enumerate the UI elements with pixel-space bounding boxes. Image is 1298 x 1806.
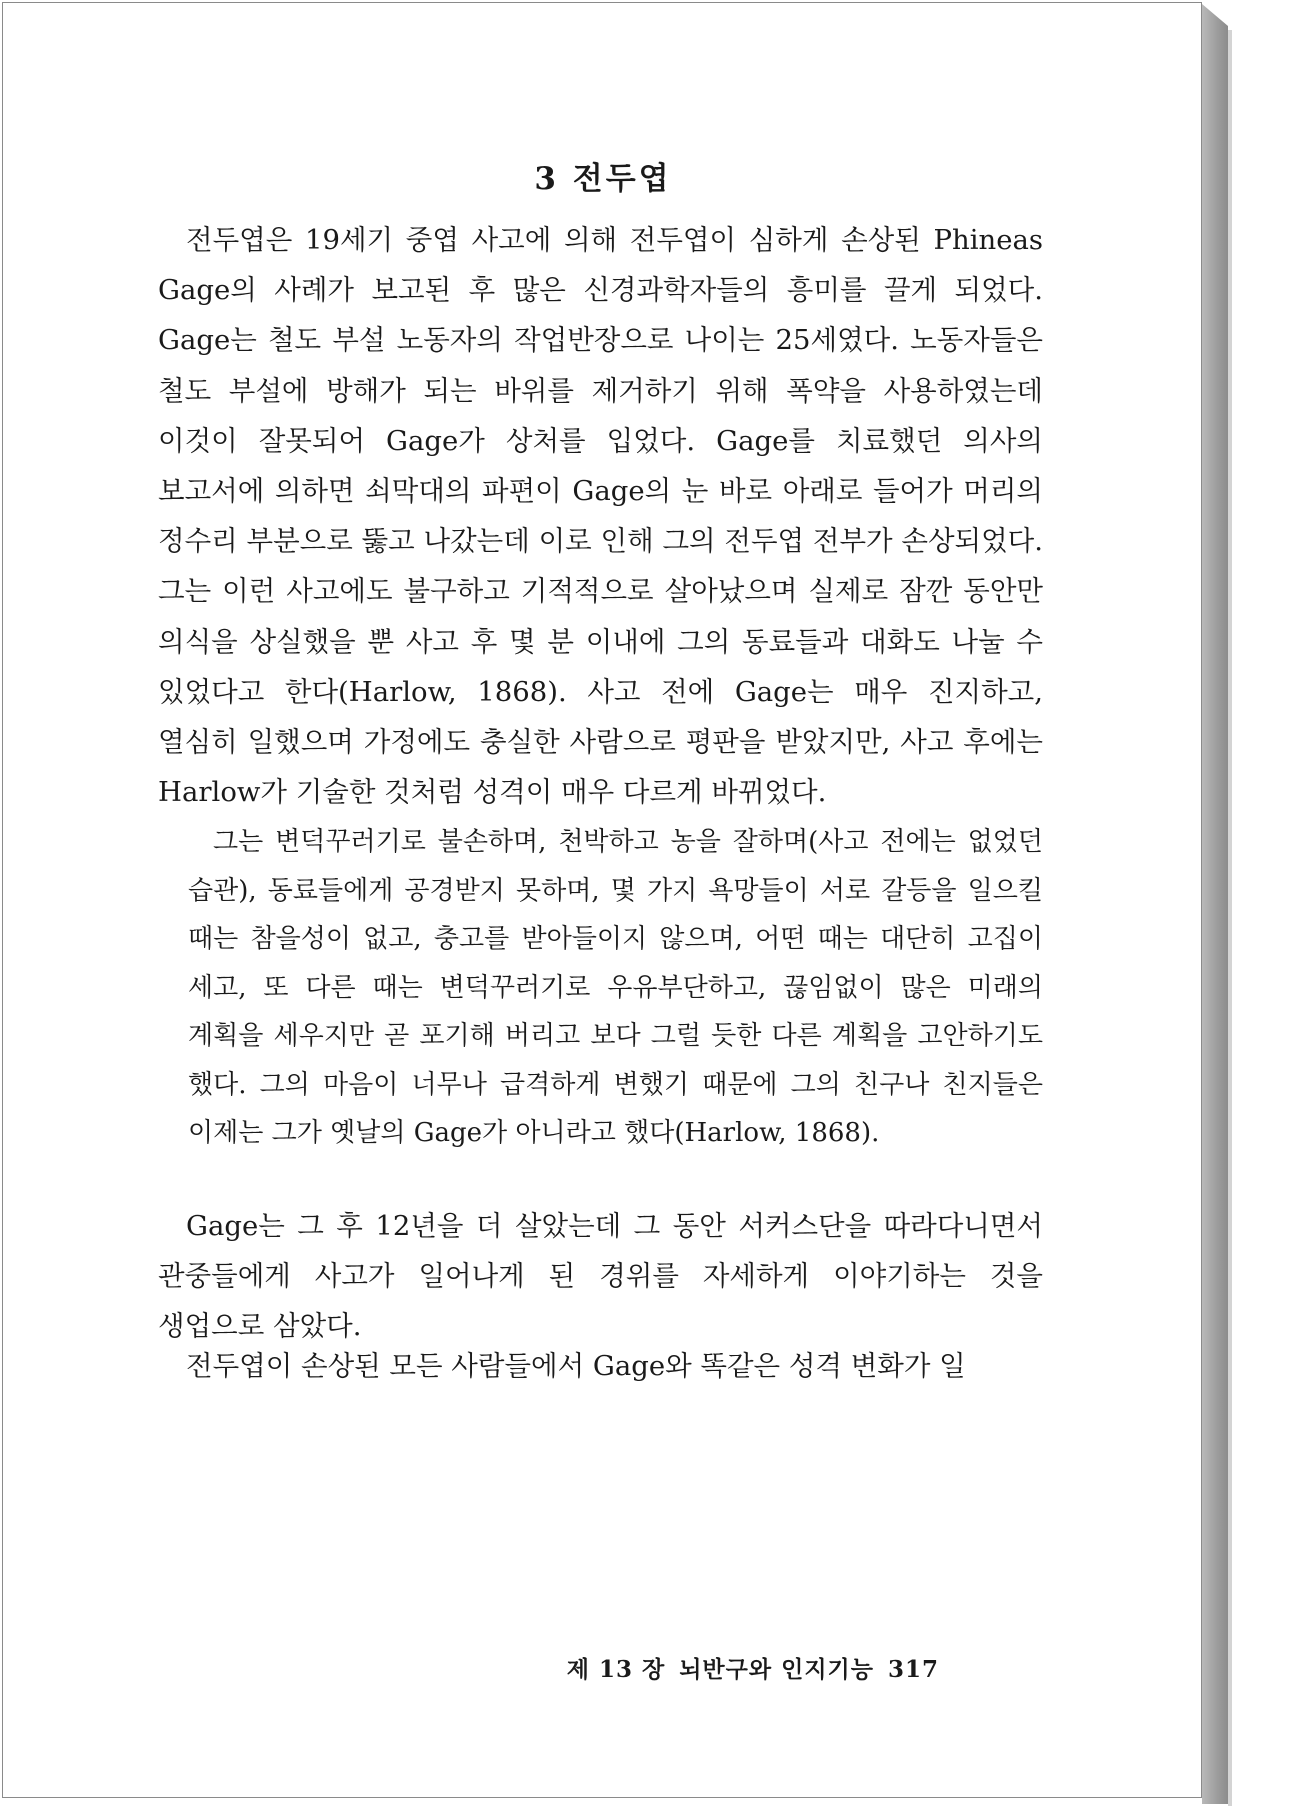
paragraph-gage-accident: 전두엽은 19세기 중엽 사고에 의해 전두엽이 심하게 손상된 Phineas Gage의 사례가 보고된 후 많은 신경과학자들의 흥미를 끌게 되었다. Gage는 철도 부설 노동자의 작업반장으로 나이는 25세였다. 노동자들은 철도 부설에 방해가 되는 바위를 제거하기 위해 폭약을 사용하였는데 이것이 잘못되어 Gage가 상처를 입었다. Gage를 치료했던 의사의 보고서에 의하면 쇠막대의 파편이 Gage의 눈 바로 아래로 들어가 머리의 정수리 부분으로 뚫고 나갔는데 이로 인해 그의 전두엽 전부가 손상되었다. 그는 이런 사고에도 불구하고 기적적으로 살아났으며 실제로 잠깐 동안만 의식을 상실했을 뿐 사고 후 몇 분 이내에 그의 동료들과 대화도 나눌 수 있었다고 한다(Harlow, 1868). 사고 전에 Gage는 매우 진지하고, 열심히 일했으며 가정에도 충실한 사람으로 평판을 받았지만, 사고 후에는 Harlow가 기술한 것처럼 성격이 매우 다르게 바뀌었다. xyxy=(158,224,1043,809)
footer-chapter-title: 뇌반구와 인지기능 xyxy=(679,1656,874,1683)
footer-chapter: 제 13 장 xyxy=(566,1656,666,1683)
page-stack-shadow xyxy=(1228,30,1232,1806)
block-quote-harlow: 그는 변덕꾸러기로 불손하며, 천박하고 농을 잘하며(사고 전에는 없었던 습관), 동료들에게 공경받지 못하며, 몇 가지 욕망들이 서로 갈등을 일으킬 때는 참을성이 없고, 충고를 받아들이지 않으며, 어떤 때는 대단히 고집이 세고, 또 다른 때는 변덕꾸러기로 우유부단하고, 끊임없이 많은 미래의 계획을 세우지만 곧 포기해 버리고 보다 그럴 듯한 다른 계획을 고안하기도 했다. 그의 마음이 너무나 급격하게 변했기 때문에 그의 친구나 친지들은 이제는 그가 옛날의 Gage가 아니라고 했다(Harlow, 1868). xyxy=(188,827,1043,1148)
book-page xyxy=(2,2,1202,1798)
page-number: 317 xyxy=(887,1656,939,1683)
page-stack-edge xyxy=(1202,4,1228,1804)
paragraph-frontal-damage: 전두엽이 손상된 모든 사람들에서 Gage와 똑같은 성격 변화가 일 xyxy=(186,1350,966,1382)
section-title: 3 전두엽 xyxy=(534,161,672,197)
paragraph-gage-later-life: Gage는 그 후 12년을 더 살았는데 그 동안 서커스단을 따라다니면서 관중들에게 사고가 일어나게 된 경위를 자세하게 이야기하는 것을 생업으로 삼았다. xyxy=(158,1210,1043,1343)
page-footer xyxy=(567,1651,939,1684)
